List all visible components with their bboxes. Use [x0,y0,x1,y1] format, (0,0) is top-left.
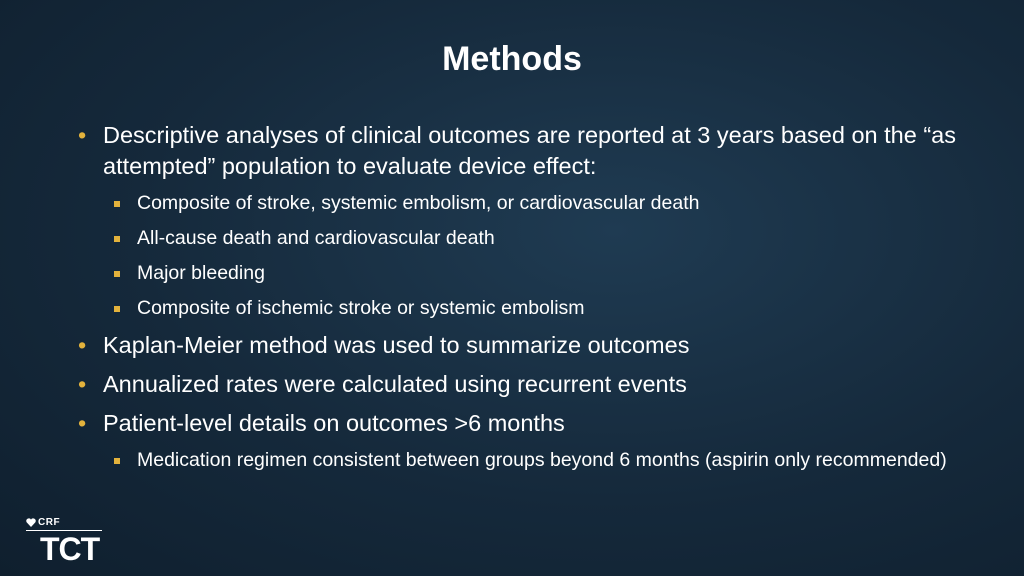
sub-bullet-item [78,190,958,217]
crf-wordmark: CRF [38,517,61,528]
slide-title: Methods [442,40,582,78]
sub-bullet-text: Medication regimen consistent between groups beyond 6 months (aspirin only recommended) [137,449,947,471]
bullet-item [78,120,958,182]
sub-bullet-text: Major bleeding [137,262,265,284]
square-bullet-icon [114,306,120,312]
crf-heart-icon [26,518,36,527]
tct-wordmark: TCT [40,531,100,567]
bullet-text: Patient-level details on outcomes >6 months [103,410,565,436]
bullet-item [78,369,958,400]
bullet-text: Descriptive analyses of clinical outcomes are reported at 3 years based on the “as attempted” population to evaluate device effect: [103,122,956,179]
tct-logo [26,516,106,566]
bullet-list [78,120,958,482]
bullet-dot: • [78,371,87,397]
sub-bullet-item [78,447,958,474]
bullet-dot: • [78,410,87,436]
sub-bullet-text: Composite of stroke, systemic embolism, or cardiovascular death [137,192,700,214]
square-bullet-icon [114,201,120,207]
square-bullet-icon [114,271,120,277]
sub-bullet-text: All-cause death and cardiovascular death [137,227,495,249]
sub-bullet-item [78,295,958,322]
bullet-text: Annualized rates were calculated using recurrent events [103,371,687,397]
sub-bullet-text: Composite of ischemic stroke or systemic embolism [137,297,585,319]
sub-bullet-item [78,225,958,252]
bullet-dot: • [78,122,87,148]
square-bullet-icon [114,458,120,464]
bullet-dot: • [78,332,87,358]
bullet-item [78,330,958,361]
square-bullet-icon [114,236,120,242]
bullet-item [78,408,958,439]
sub-bullet-item [78,260,958,287]
bullet-text: Kaplan-Meier method was used to summarize outcomes [103,332,690,358]
